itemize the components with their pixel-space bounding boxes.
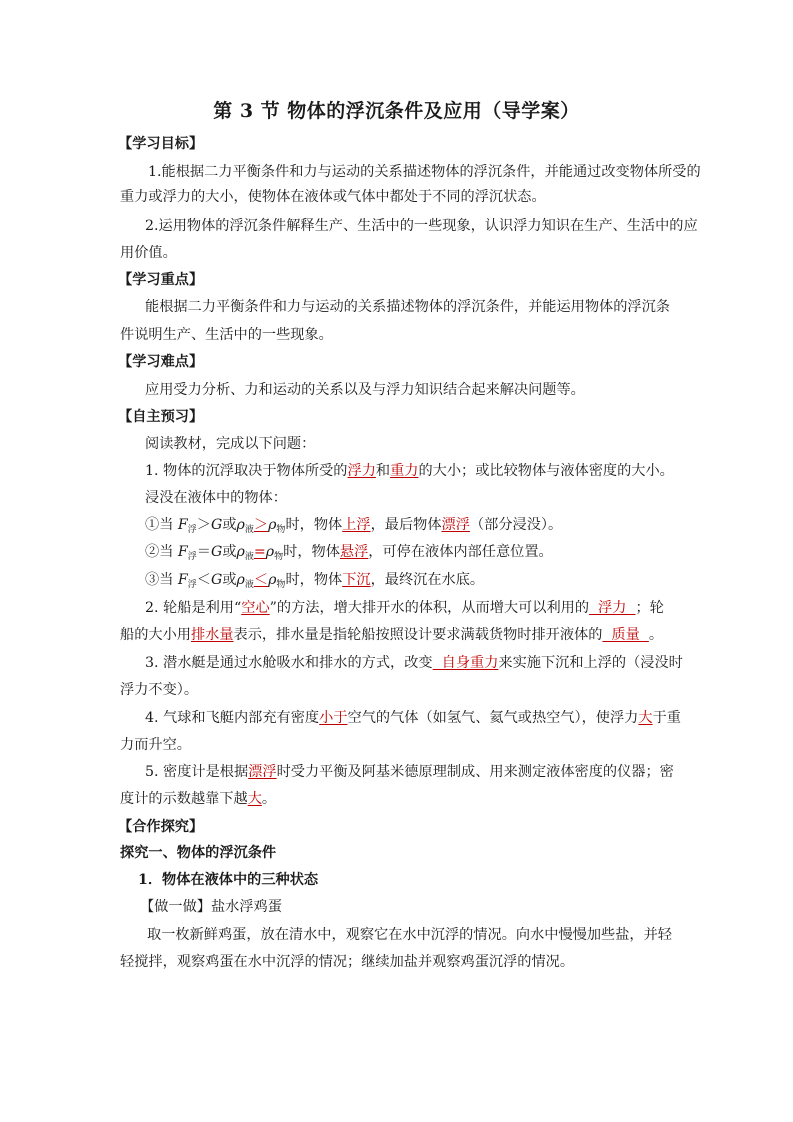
explore-1-heading: 探究一、物体的浮沉条件	[120, 845, 277, 861]
condition-float: ①当 $F_浮>G$或$\rho_液>\rho_物$时，物体上浮，最后物体漂浮（部分浸没）。	[145, 517, 563, 535]
question-4-line-2: 力而升空。	[120, 737, 191, 753]
do-it-line-1: 取一枚新鲜鸡蛋，放在清水中，观察它在水中沉浮的情况。向水中慢慢加些盐，并轻	[147, 927, 672, 943]
section-heading-preview: 【自主预习】	[118, 409, 204, 425]
do-it-line-2: 轻搅拌，观察鸡蛋在水中沉浮的情况；继续加盐并观察鸡蛋沉浮的情况。	[120, 954, 575, 970]
question-3-line-2: 浮力不变）。	[120, 682, 199, 698]
section-heading-cooperation: 【合作探究】	[118, 819, 204, 835]
goal-2-line-1: 2.运用物体的浮沉条件解释生产、生活中的一些现象，认识浮力知识在生产、生活中的应	[145, 218, 698, 234]
question-5-line-2: 度计的示数越靠下越大。	[120, 791, 277, 807]
goal-2-line-2: 用价值。	[120, 245, 177, 261]
condition-sink: ③当 $F_浮<G$或$\rho_液<\rho_物$时，物体下沉，最终沉在水底。	[145, 572, 485, 590]
question-4-line-1: 4. 气球和飞艇内部充有密度小于空气的气体（如氢气、氦气或热空气），使浮力大于重	[145, 710, 681, 726]
answer-buoyancy: 浮力	[347, 463, 376, 479]
section-heading-key-points: 【学习重点】	[118, 272, 204, 288]
page-title: 第 3 节 物体的浮沉条件及应用（导学案）	[213, 100, 580, 122]
preview-intro: 阅读教材，完成以下问题：	[145, 436, 316, 452]
goal-1-line-2: 重力或浮力的大小，使物体在液体或气体中都处于不同的浮沉状态。	[120, 189, 546, 205]
answer-gravity: 重力	[390, 463, 419, 479]
goal-1-line-1: 1.能根据二力平衡条件和力与运动的关系描述物体的浮沉条件，并能通过改变物体所受的	[148, 164, 701, 180]
do-it-heading: 【做一做】盐水浮鸡蛋	[140, 899, 282, 915]
question-1-sub: 浸没在液体中的物体：	[145, 490, 287, 506]
question-3-line-1: 3. 潜水艇是通过水舱吸水和排水的方式，改变 自身重力来实施下沉和上浮的（浸没时	[145, 655, 683, 671]
explore-1-subheading: 1．物体在液体中的三种状态	[138, 872, 319, 888]
key-line-1: 能根据二力平衡条件和力与运动的关系描述物体的浮沉条件，并能运用物体的浮沉条	[145, 299, 670, 315]
section-heading-goals: 【学习目标】	[118, 136, 204, 152]
question-2-line-1: 2. 轮船是利用“空心”的方法，增大排开水的体积，从而增大可以利用的 浮力 ；轮	[145, 600, 664, 616]
condition-suspend: ②当 $F_浮=G$或$\rho_液=\rho_物$时，物体悬浮，可停在液体内部任意位置。	[145, 544, 553, 562]
question-5-line-1: 5. 密度计是根据漂浮时受力平衡及阿基米德原理制成、用来测定液体密度的仪器；密	[145, 764, 674, 780]
question-1: 1. 物体的沉浮取决于物体所受的浮力和重力的大小；或比较物体与液体密度的大小。	[145, 463, 674, 479]
question-2-line-2: 船的大小用排水量表示，排水量是指轮船按照设计要求满载货物时排开液体的 质量 。	[120, 627, 664, 643]
section-heading-difficulties: 【学习难点】	[118, 354, 204, 370]
key-line-2: 件说明生产、生活中的一些现象。	[120, 327, 333, 343]
difficulty-line-1: 应用受力分析、力和运动的关系以及与浮力知识结合起来解决问题等。	[145, 382, 585, 398]
